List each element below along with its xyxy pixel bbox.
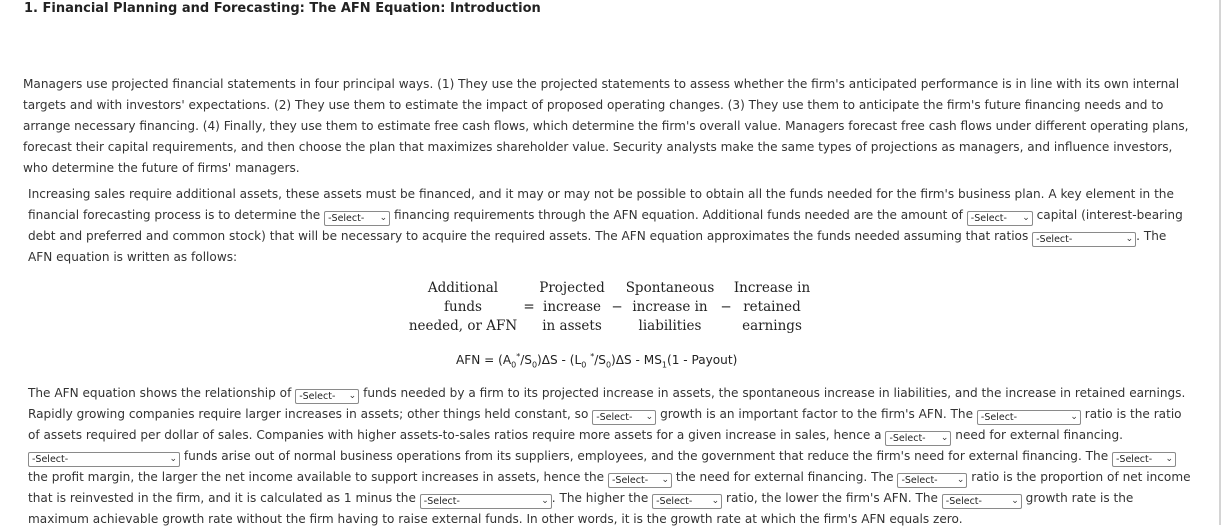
select-label: -Select- bbox=[299, 391, 336, 402]
eq-additional-funds bbox=[406, 279, 520, 336]
formula-text: AFN = (A bbox=[456, 353, 512, 368]
formula-text: (1 - Payout) bbox=[666, 353, 738, 368]
text: Increasing sales require additional assets, these assets must be financed, and it may or may not be possible to obtain all the funds needed for the firm's business plan. A key element in the financial forecasting process is to determine the bbox=[28, 187, 1174, 222]
select-label: -Select- bbox=[611, 475, 649, 486]
chevron-down-icon: ⌄ bbox=[1022, 213, 1030, 223]
text: ratio, the lower the firm's AFN. The bbox=[725, 491, 938, 505]
text: capital (interest-bearing debt and preferred and common stock) that will be necessary to acquire the required assets. The AFN equation approximates the funds needed assuming that ratios bbox=[28, 208, 1183, 243]
text: funds needed by a firm to its projected increase in assets, the spontaneous increase in liabilities, and the increase in retained earnings. Rapidly growing companies require larger increases in assets; other things held constant, so bbox=[28, 386, 1186, 421]
chevron-down-icon: ⌄ bbox=[379, 213, 388, 223]
formula-text: ΔS - MS bbox=[615, 353, 662, 368]
afn-formula: AFN = $(A_0^*/S_0)\Delta S - (L_0$ $^*/S_0)\Delta S - MS_1(1$ - Payout) bbox=[456, 352, 738, 370]
select-label: -Select- bbox=[980, 412, 1018, 423]
superscript: * bbox=[516, 352, 521, 361]
select-dropdown-11[interactable] bbox=[897, 473, 967, 488]
text: growth is an important factor to the firm's AFN. The bbox=[660, 407, 974, 421]
afn-relationship-paragraph bbox=[28, 383, 1193, 530]
subscript: 1 bbox=[661, 360, 667, 370]
eq-projected-increase bbox=[536, 279, 608, 336]
select-label: -Select- bbox=[656, 496, 693, 507]
select-label: -Select- bbox=[945, 496, 982, 507]
select-label: -Select- bbox=[1116, 454, 1153, 465]
text: the need for external financing. The bbox=[675, 470, 894, 484]
chevron-down-icon: ⌄ bbox=[956, 475, 965, 485]
select-dropdown-8[interactable] bbox=[28, 452, 180, 467]
select-dropdown-3[interactable] bbox=[1032, 232, 1136, 247]
chevron-down-icon: ⌄ bbox=[541, 496, 549, 506]
text: growth rate is the maximum achievable growth rate without the firm having to raise external funds. In other words, it is the growth rate at which the firm's AFN equals zero. bbox=[28, 491, 1134, 526]
select-label: -Select- bbox=[1036, 234, 1073, 245]
afn-intro-paragraph bbox=[28, 184, 1193, 268]
text: ratio is the ratio of assets required per dollar of sales. Companies with higher assets-to-sales ratios require more assets for a given increase in sales, hence a bbox=[28, 407, 1182, 442]
select-dropdown-2[interactable] bbox=[967, 211, 1033, 226]
text: financing requirements through the AFN equation. Additional funds needed are the amount of bbox=[393, 208, 963, 222]
subscript: 0 bbox=[581, 360, 587, 370]
select-dropdown-4[interactable] bbox=[295, 389, 359, 404]
select-dropdown-13[interactable] bbox=[652, 494, 722, 509]
eq-text: earnings bbox=[742, 318, 802, 334]
formula-text: /S bbox=[520, 353, 532, 368]
select-dropdown-10[interactable] bbox=[608, 473, 672, 488]
text: . The higher the bbox=[551, 491, 649, 505]
eq-minus-sign: − bbox=[611, 299, 623, 315]
text: need for external financing. bbox=[955, 428, 1123, 442]
eq-text: needed, or AFN bbox=[408, 318, 518, 334]
eq-text: liabilities bbox=[638, 318, 702, 334]
chevron-down-icon: ⌄ bbox=[940, 433, 949, 443]
chevron-down-icon: ⌄ bbox=[711, 496, 720, 506]
text: The AFN equation shows the relationship of bbox=[28, 386, 292, 400]
chevron-down-icon: ⌄ bbox=[1070, 412, 1078, 422]
chevron-down-icon: ⌄ bbox=[1125, 234, 1134, 244]
select-label: -Select- bbox=[596, 412, 633, 423]
eq-text: Projected bbox=[539, 280, 605, 296]
text: ratio is the proportion of net income that is reinvested in the firm, and it is calculated as 1 minus the bbox=[28, 470, 1191, 505]
eq-minus-sign: − bbox=[720, 299, 732, 315]
superscript: * bbox=[590, 352, 595, 361]
eq-text: in assets bbox=[542, 318, 602, 334]
eq-equals-sign: = bbox=[523, 299, 535, 315]
select-dropdown-9[interactable] bbox=[1112, 452, 1176, 467]
eq-text: increase in bbox=[632, 299, 708, 315]
text: the profit margin, the larger the net income available to support increases in assets, hence the bbox=[28, 470, 605, 484]
select-dropdown-12[interactable] bbox=[420, 494, 552, 509]
select-dropdown-1[interactable] bbox=[324, 211, 390, 226]
eq-text: increase bbox=[543, 299, 601, 315]
eq-text: Increase in bbox=[733, 280, 811, 296]
chevron-down-icon: ⌄ bbox=[645, 412, 654, 422]
eq-text: Additional bbox=[427, 280, 499, 296]
select-label: -Select- bbox=[901, 475, 938, 486]
eq-text: retained bbox=[743, 299, 801, 315]
chevron-down-icon: ⌄ bbox=[169, 454, 177, 464]
select-label: -Select- bbox=[328, 213, 365, 224]
select-label: -Select- bbox=[889, 433, 926, 444]
select-dropdown-7[interactable] bbox=[885, 431, 951, 446]
chevron-down-icon: ⌄ bbox=[1165, 454, 1173, 464]
chevron-down-icon: ⌄ bbox=[661, 475, 669, 485]
select-label: -Select- bbox=[423, 496, 460, 507]
eq-text: funds bbox=[444, 299, 482, 315]
select-label: -Select- bbox=[970, 213, 1007, 224]
subscript: 0 bbox=[511, 360, 517, 370]
intro-paragraph: Managers use projected financial statements in four principal ways. (1) They use the projected statements to assess whether the firm's anticipated performance is in line with its own internal targets and with investors' expectations. (2) They use them to estimate the impact of proposed operating changes. (3) They use them to anticipate the firm's future financing needs and to arrange necessary financing. (4) Finally, they use them to estimate free cash flows, which determine the firm's overall value. Managers forecast free cash flows under different operating plans, forecast their capital requirements, and then choose the plan that maximizes shareholder value. Security analysts make the same types of projections as managers, and influence investors, who determine the future of firms' managers. bbox=[23, 77, 1189, 175]
text: . The AFN equation is written as follows: bbox=[28, 229, 1167, 264]
select-label: -Select- bbox=[32, 454, 69, 465]
subscript: 0 bbox=[531, 360, 538, 370]
select-dropdown-5[interactable] bbox=[592, 410, 656, 425]
text: funds arise out of normal business operations from its suppliers, employees, and the government that reduce the firm's need for external financing. The bbox=[183, 449, 1109, 463]
chevron-down-icon: ⌄ bbox=[1011, 496, 1019, 506]
select-dropdown-6[interactable] bbox=[977, 410, 1081, 425]
select-dropdown-14[interactable] bbox=[942, 494, 1022, 509]
subscript: 0 bbox=[605, 360, 612, 370]
problem-title: 1. Financial Planning and Forecasting: The AFN Equation: Introduction bbox=[24, 1, 541, 16]
formula-text: /S bbox=[594, 353, 606, 368]
eq-spontaneous-increase bbox=[622, 279, 718, 336]
chevron-down-icon: ⌄ bbox=[348, 391, 357, 401]
formula-text: )ΔS - (L bbox=[537, 353, 582, 368]
eq-increase-retained-earnings bbox=[733, 279, 811, 336]
eq-text: Spontaneous bbox=[625, 280, 715, 296]
